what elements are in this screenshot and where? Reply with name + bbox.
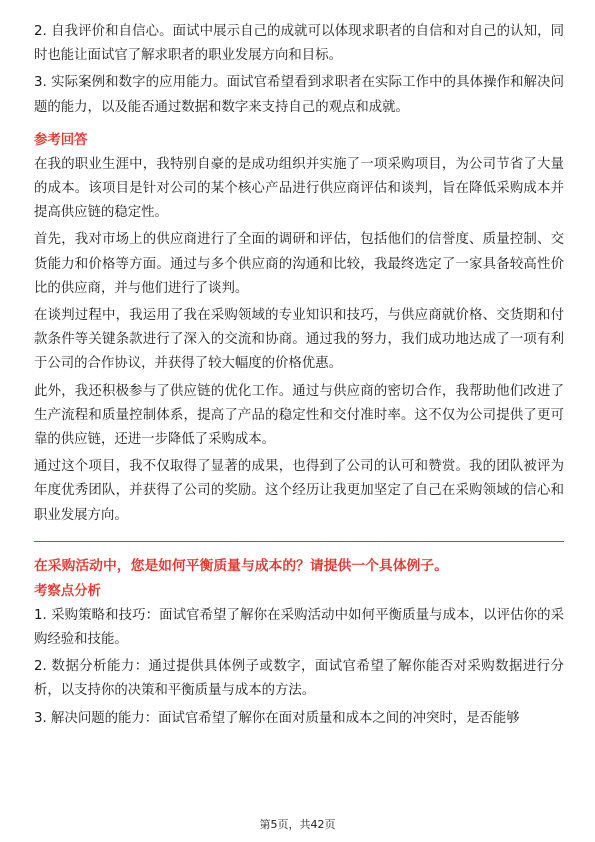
document-body [34,20,564,734]
question-heading: 在采购活动中，您是如何平衡质量与成本的？请提供一个具体例子。 [34,557,448,574]
analysis-point-1: 1. 采购策略和技巧：面试官希望了解你在采购活动中如何平衡质量与成本，以评估你的采购经验和技能。 [34,607,564,648]
section-divider [34,541,564,542]
reference-paragraph-4: 此外，我还积极参与了供应链的优化工作。通过与供应商的密切合作，我帮助他们改进了生产流程和质量控制体系，提高了产品的稳定性和交付准时率。这不仅为公司提供了更可靠的供应链，还进一步降低了采购成本。 [34,383,564,448]
reference-answer-heading: 参考回答 [34,132,88,148]
analysis-point-3: 3. 解决问题的能力：面试官希望了解你在面对质量和成本之间的冲突时，是否能够 [34,710,520,726]
reference-paragraph-1: 在我的职业生涯中，我特别自豪的是成功组织并实施了一项采购项目，为公司节省了大量的成本。该项目是针对公司的某个核心产品进行供应商评估和谈判，旨在降低采购成本并提高供应链的稳定性。 [34,156,564,221]
reference-paragraph-2: 首先，我对市场上的供应商进行了全面的调研和评估，包括他们的信誉度、质量控制、交货能力和价格等方面。通过与多个供应商的沟通和比较，我最终选定了一家具备较高性价比的供应商，并与他们进行了谈判。 [34,232,564,296]
intro-point-3: 3. 实际案例和数字的应用能力。面试官希望看到求职者在实际工作中的具体操作和解决问题的能力，以及能否通过数据和数字来支持自己的观点和成就。 [34,75,564,115]
analysis-point-2: 2. 数据分析能力：通过提供具体例子或数字，面试官希望了解你能否对采购数据进行分析，以支持你的决策和平衡质量与成本的方法。 [34,659,564,699]
reference-paragraph-5: 通过这个项目，我不仅取得了显著的成果，也得到了公司的认可和赞赏。我的团队被评为年度优秀团队，并获得了公司的奖励。这个经历让我更加坚定了自己在采购领域的信心和职业发展方向。 [34,459,564,523]
page-number-footer: 第5页，共42页 [259,818,336,831]
analysis-heading: 考察点分析 [34,583,101,599]
intro-point-2: 2. 自我评价和自信心。面试中展示自己的成就可以体现求职者的自信和对自己的认知，同时也能让面试官了解求职者的职业发展方向和目标。 [34,24,564,64]
reference-paragraph-3: 在谈判过程中，我运用了我在采购领域的专业知识和技巧，与供应商就价格、交货期和付款条件等关键条款进行了深入的交流和协商。通过我的努力，我们成功地达成了一项有利于公司的合作协议，并获得了较大幅度的价格优惠。 [34,308,564,372]
